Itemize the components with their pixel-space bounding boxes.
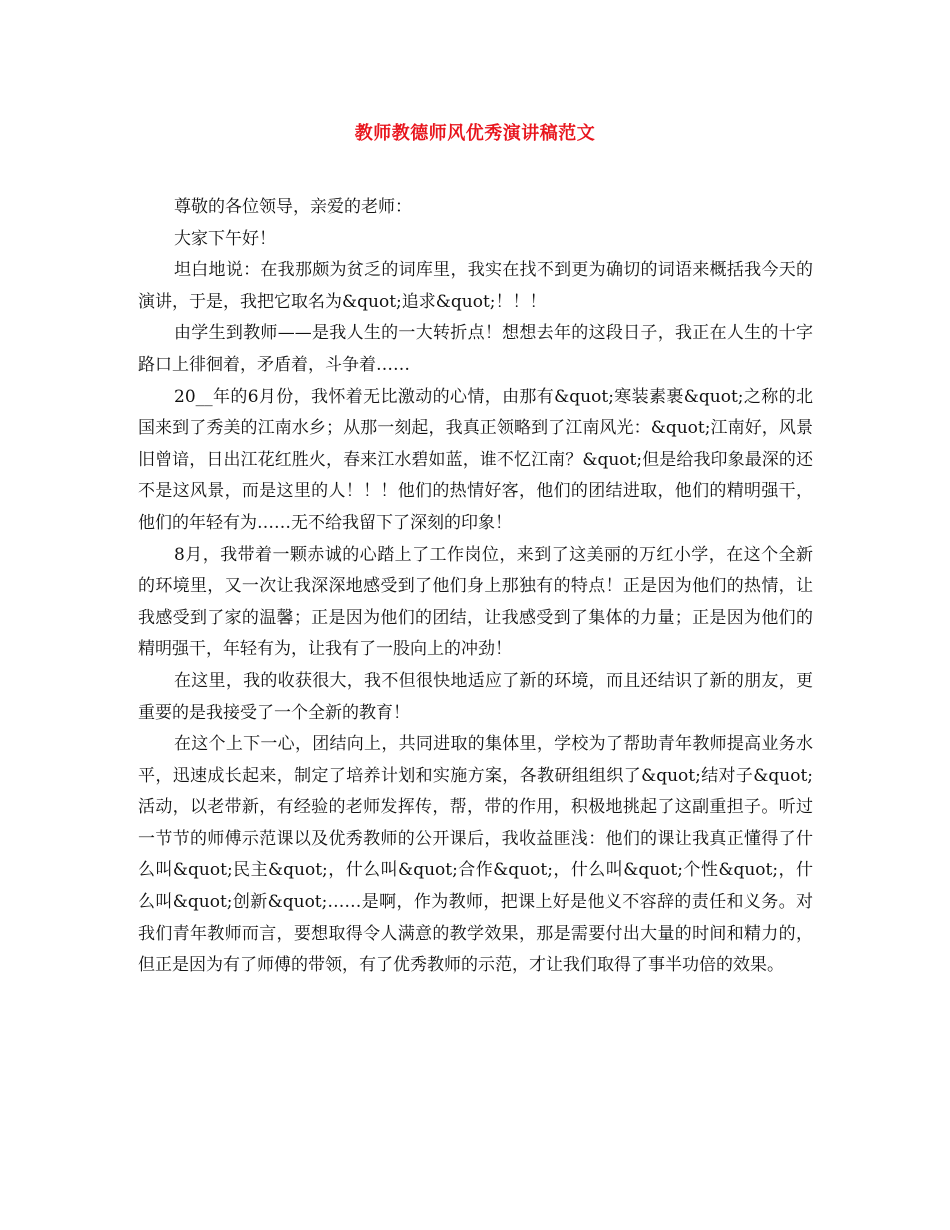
paragraph: 坦白地说：在我那颇为贫乏的词库里，我实在找不到更为确切的词语来概括我今天的演讲，于是，我把它取名为&quot;追求&quot;！！！ [138,260,813,312]
paragraph: 在这个上下一心，团结向上，共同进取的集体里，学校为了帮助青年教师提高业务水平，迅速成长起来，制定了培养计划和实施方案，各教研组组织了&quot;结对子&quot;活动，以老带新，有经验的老师发挥传，帮，带的作用，积极地挑起了这副重担子。听过一节节的师傅示范课以及优秀教师的公开课后，我收益匪浅：他们的课让我真正懂得了什么叫&quot;民主&quot;，什么叫&quot;合作&quot;，什么叫&quot;个性&quot;，什么叫&quot;创新&quot;……是啊，作为教师，把课上好是他义不容辞的责任和义务。对我们青年教师而言，要想取得令人满意的教学效果，那是需要付出大量的时间和精力的，但正是因为有了师傅的带领，有了优秀教师的示范，才让我们取得了事半功倍的效果。 [138,734,813,976]
document-body [138,192,813,982]
paragraph: 20__年的6月份，我怀着无比激动的心情，由那有&quot;寒装素裹&quot;之称的北国来到了秀美的江南水乡；从那一刻起，我真正领略到了江南风光：&quot;江南好，风景旧曾谙，日出江花红胜火，春来江水碧如蓝，谁不忆江南？&quot;但是给我印象最深的还不是这风景，而是这里的人！！！他们的热情好客，他们的团结进取，他们的精明强干，他们的年轻有为……无不给我留下了深刻的印象！ [138,386,813,533]
paragraph: 在这里，我的收获很大，我不但很快地适应了新的环境，而且还结识了新的朋友，更重要的是我接受了一个全新的教育！ [138,670,813,723]
paragraph: 8月，我带着一颗赤诚的心踏上了工作岗位，来到了这美丽的万红小学，在这个全新的环境里，又一次让我深深地感受到了他们身上那独有的特点！正是因为他们的热情，让我感受到了家的温馨；正是因为他们的团结，让我感受到了集体的力量；正是因为他们的精明强干，年轻有为，让我有了一股向上的冲劲！ [138,544,813,660]
paragraph: 由学生到教师——是我人生的一大转折点！想想去年的这段日子，我正在人生的十字路口上徘徊着，矛盾着，斗争着…… [138,323,813,375]
document-title: 教师教德师风优秀演讲稿范文 [354,123,596,144]
paragraph-greeting: 大家下午好！ [174,228,276,249]
paragraph-salutation: 尊敬的各位领导，亲爱的老师： [174,197,412,217]
